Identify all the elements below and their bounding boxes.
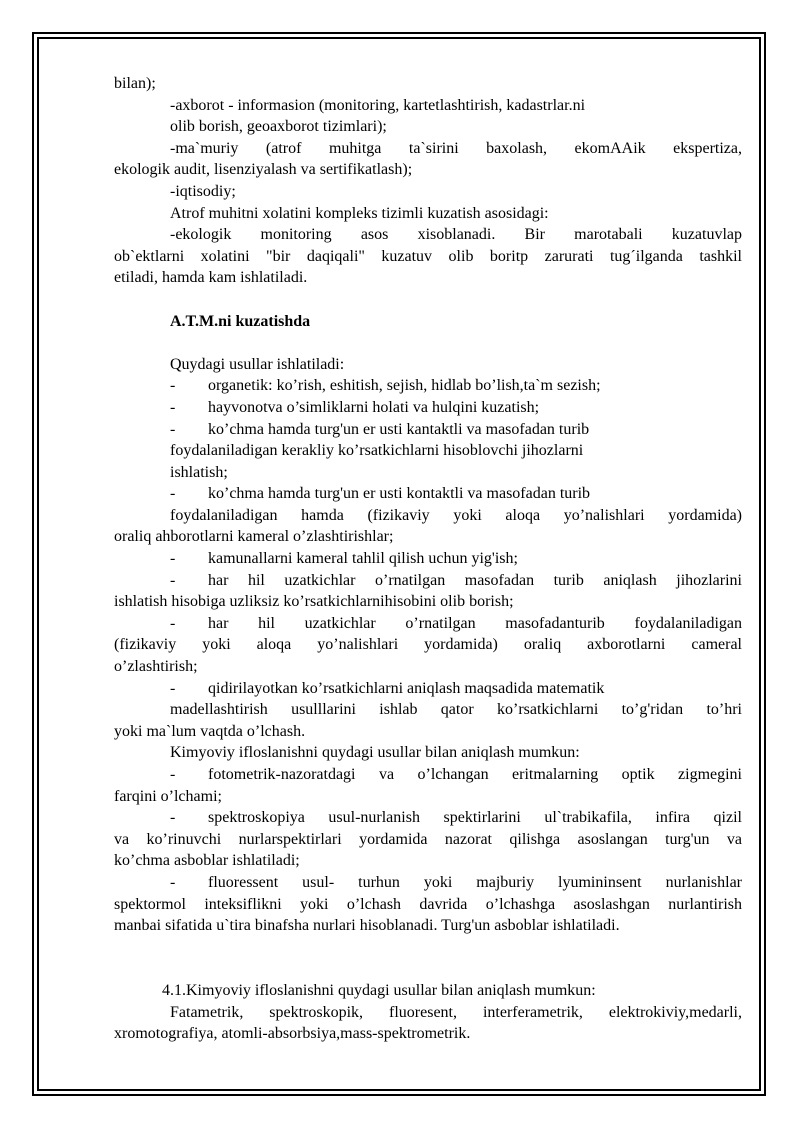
text-line: yoki ma`lum vaqtda o’lchash. <box>114 722 306 740</box>
list-item: - ko’chma hamda turg'un er usti kontaktli va masofadan turib <box>170 485 591 503</box>
text-line: va ko’rinuvchi nurlarspektirlari yordamida nazorat qilishga asoslangan turg'un va <box>114 830 742 848</box>
text-line: foydalaniladigan hamda (fizikaviy yoki aloqa yo’nalishlari yordamida) <box>170 506 742 524</box>
list-item: - fotometrik-nazoratdagi va o’lchangan eritmalarning optik zigmegini <box>170 766 742 783</box>
text-line: Kimyoviy ifloslanishni quydagi usullar bilan aniqlash mumkun: <box>170 744 580 762</box>
text-line: xromotografiya, atomli-absorbsiya,mass-spektrometrik. <box>114 1025 471 1043</box>
text-line: ishlatish hisobiga uzliksiz ko’rsatkichlarnihisobini olib borish; <box>114 593 514 611</box>
list-item: - hayvonotva o’simliklarni holati va hulqini kuzatish; <box>170 398 540 416</box>
text-line: bilan); <box>114 75 156 92</box>
list-item: - har hil uzatkichlar o’rnatilgan masofadan turib aniqlash jihozlarini <box>170 571 742 589</box>
text-line: -ma`muriy (atrof muhitga ta`sirini baxolash, ekomAAik ekspertiza, <box>170 139 742 157</box>
text-line: ekologik audit, lisenziyalash va sertifikatlash); <box>114 161 413 179</box>
text-line: olib borish, geoaxborot tizimlari); <box>170 118 387 136</box>
text-line: Atrof muhitni xolatini kompleks tizimli kuzatish asosidagi: <box>170 204 549 222</box>
text-line: Quydagi usullar ishlatiladi: <box>170 355 345 373</box>
list-item: - fluoressent usul- turhun yoki majburiy lyumininsent nurlanishlar <box>170 873 742 891</box>
text-line: ko’chma asboblar ishlatiladi; <box>114 852 300 870</box>
list-item: - har hil uzatkichlar o’rnatilgan masofadanturib foydalaniladigan <box>170 614 742 632</box>
text-line: (fizikaviy yoki aloqa yo’nalishlari yordamida) oraliq axborotlarni cameral <box>114 636 742 654</box>
text-line: -iqtisodiy; <box>170 182 236 200</box>
text-line: farqini o’lchami; <box>114 787 222 805</box>
text-line: madellashtirish usulllarini ishlab qator ko’rsatkichlarni to’g'ridan to’hri <box>170 701 742 719</box>
text-line: -axborot - informasion (monitoring, kartetlashtirish, kadastrlar.ni <box>170 96 586 114</box>
text-line: o’zlashtirish; <box>114 658 198 676</box>
text-line: ishlatish; <box>170 463 228 481</box>
list-item: - qidirilayotkan ko’rsatkichlarni aniqlash maqsadida matematik <box>170 679 605 697</box>
text-line: -ekologik monitoring asos xisoblanadi. Bir marotabali kuzatuvlap <box>170 226 742 244</box>
text-line: oraliq ahborotlarni kameral o’zlashtirishlar; <box>114 528 394 546</box>
section-heading-4-1: 4.1.Kimyoviy ifloslanishni quydagi usullar bilan aniqlash mumkun: <box>162 981 596 999</box>
text-line: ob`ektlarni xolatini "bir daqiqali" kuzatuv olib boritp zarurati tug´ilganda tashkil <box>114 247 742 265</box>
text-line: etiladi, hamda kam ishlatiladi. <box>114 269 308 287</box>
section-heading: A.T.M.ni kuzatishda <box>170 312 311 330</box>
text-line: Fatametrik, spektroskopik, fluoresent, interferametrik, elektrokiviy,medarli, <box>170 1003 742 1021</box>
list-item: - organetik: ko’rish, eshitish, sejish, hidlab bo’lish,ta`m sezish; <box>170 377 601 395</box>
text-line: spektormol inteksiflikni yoki o’lchash davrida o’lchashga asoslashgan nurlantirish <box>114 895 742 913</box>
list-item: - ko’chma hamda turg'un er usti kantaktli va masofadan turib <box>170 420 590 438</box>
text-line: manbai sifatida u`tira binafsha nurlari hisoblanadi. Turg'un asboblar ishlatiladi. <box>114 917 620 935</box>
text-line: foydalaniladigan kerakliy ko’rsatkichlarni hisoblovchi jihozlarni <box>170 442 584 460</box>
document-body <box>114 73 742 1045</box>
list-item: - kamunallarni kameral tahlil qilish uchun yig'ish; <box>170 550 518 568</box>
list-item: - spektroskopiya usul-nurlanish spektirlarini ul`trabikafila, infira qizil <box>170 809 742 827</box>
